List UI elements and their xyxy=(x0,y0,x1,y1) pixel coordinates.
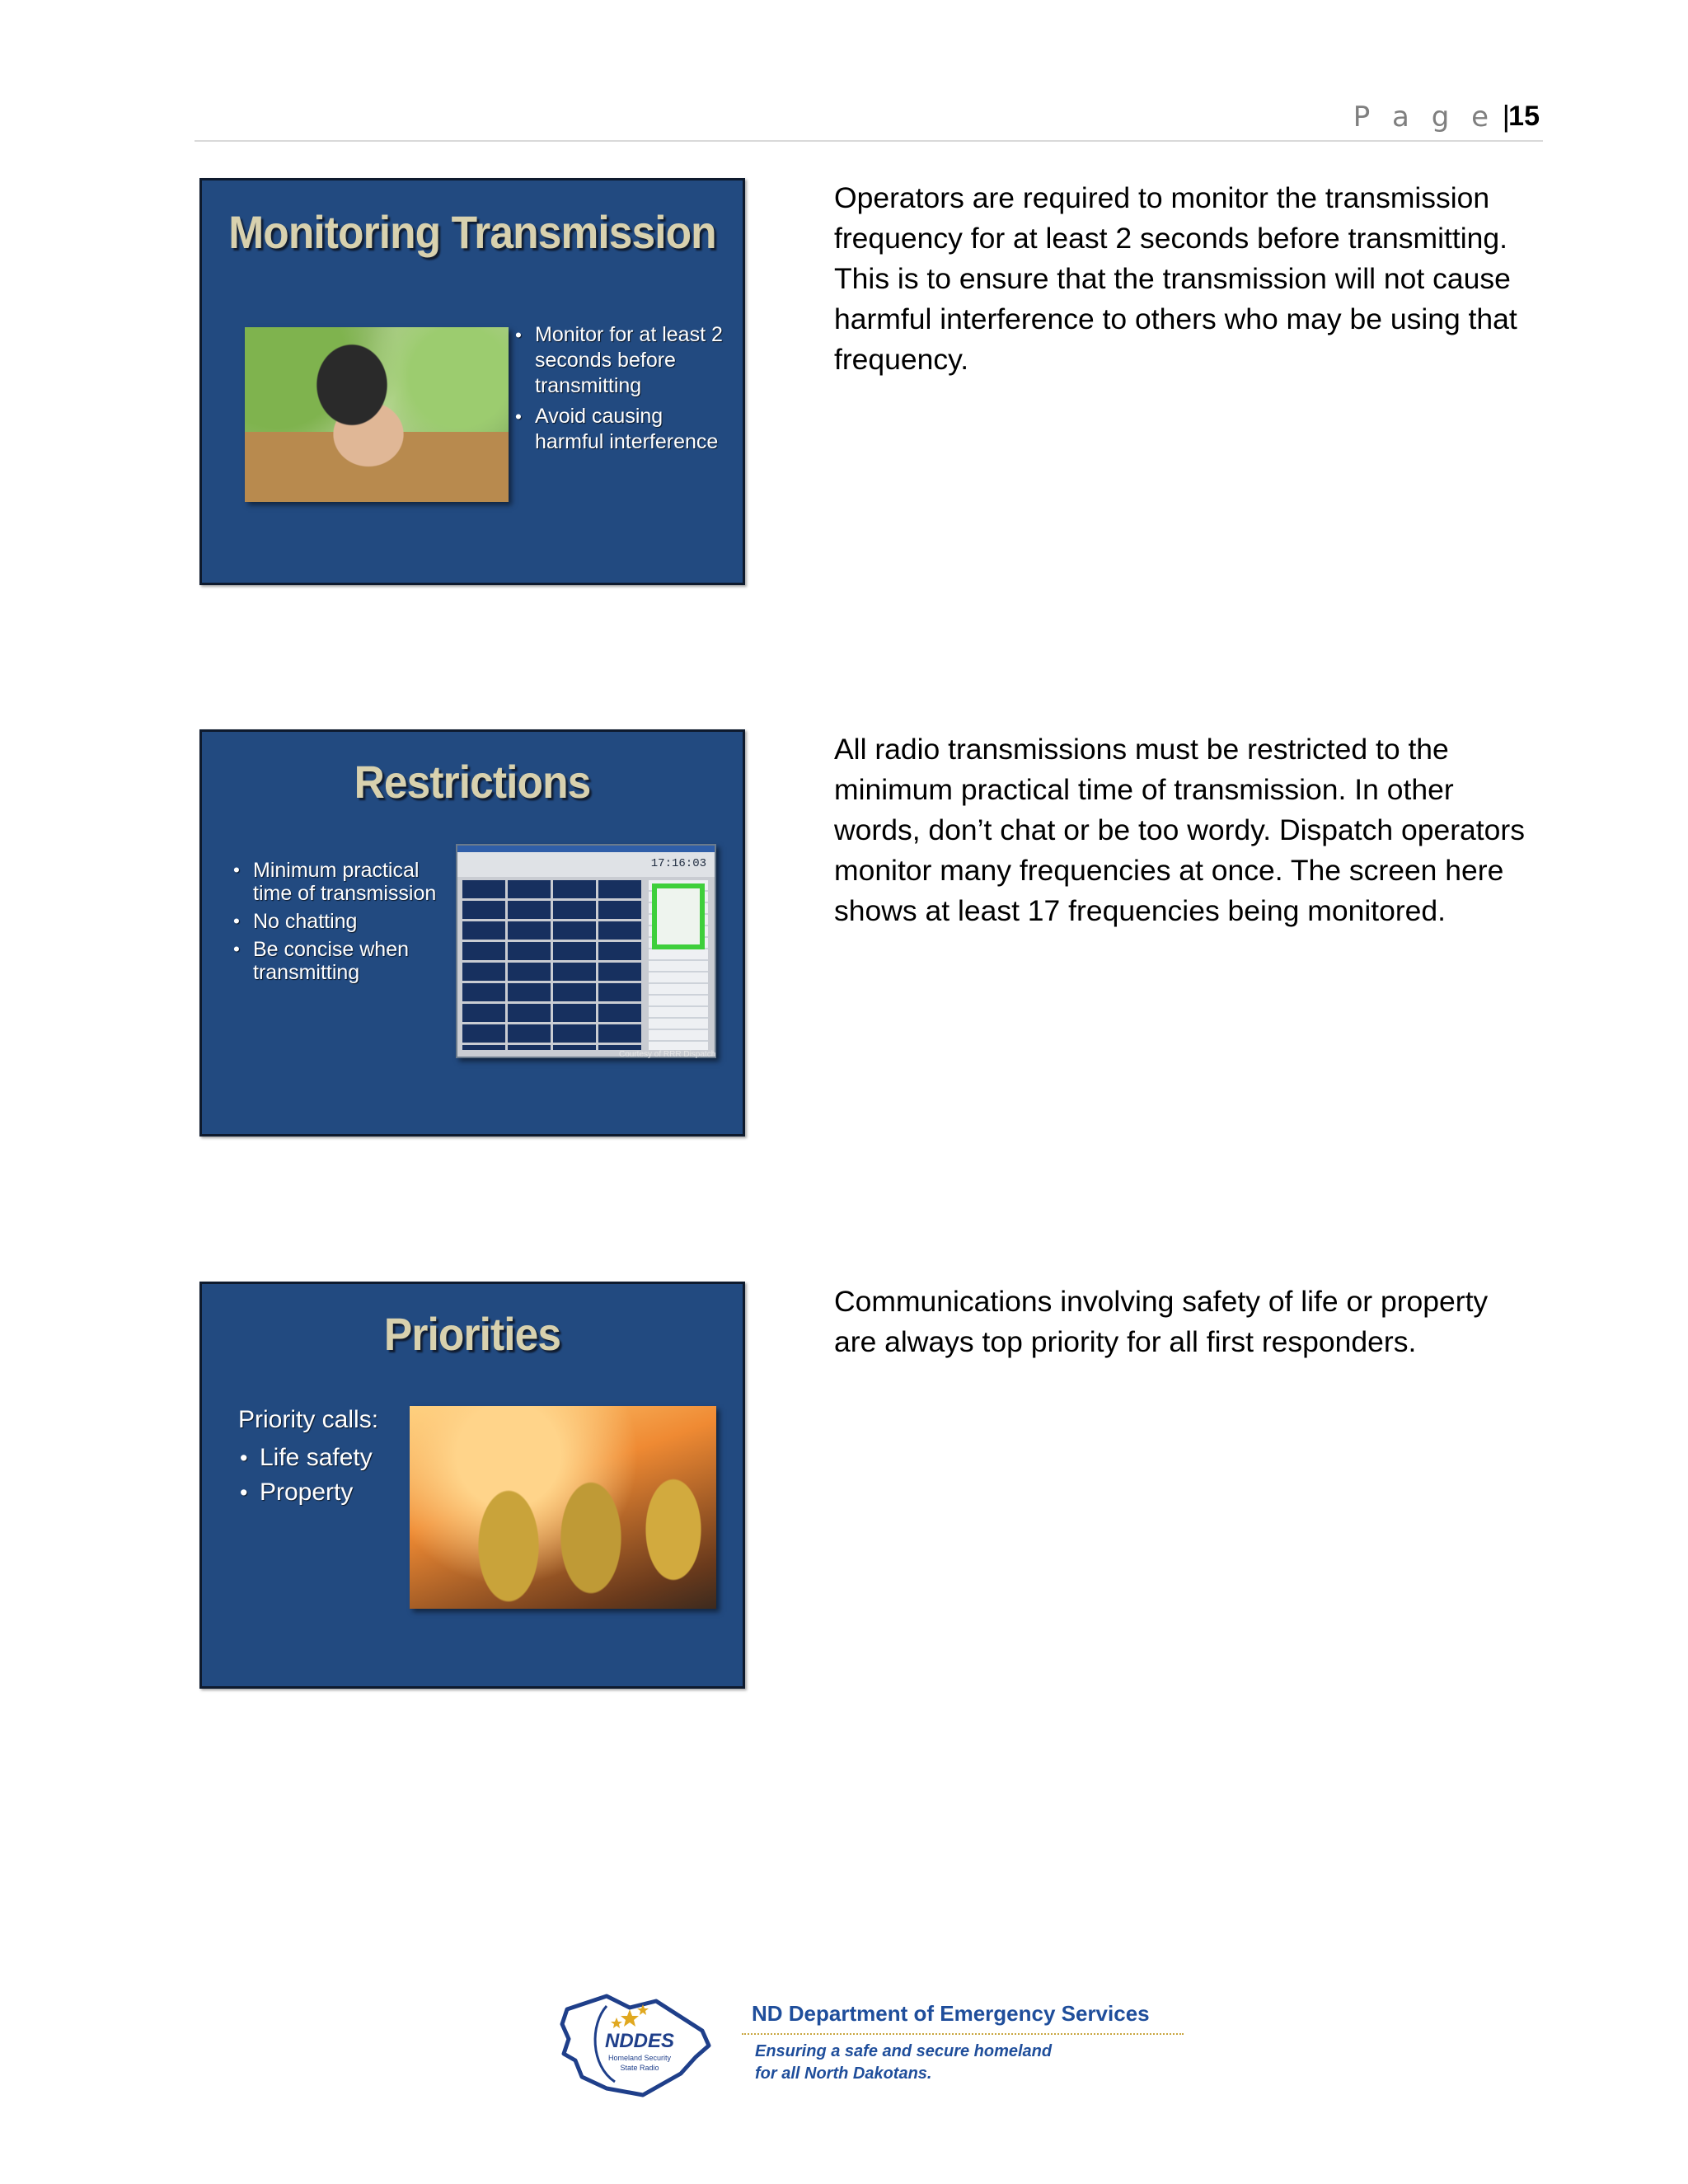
page-label: P a g e xyxy=(1353,101,1495,134)
console-clock: 17:16:03 xyxy=(650,857,706,870)
page-number: 15 xyxy=(1508,101,1540,132)
bullet-item: • No chatting xyxy=(232,910,446,933)
priority-heading: Priority calls: xyxy=(238,1406,379,1433)
page-separator: | xyxy=(1502,99,1510,133)
console-title-bar xyxy=(457,846,715,852)
slide-priorities xyxy=(199,1282,745,1689)
slide-2-description: All radio transmissions must be restricted to the minimum practical time of transmission. In other words, don’t chat or be too wordy. Dispatch operators monitor many frequencies at once. The screen here shows at least 17 frequencies being monitored. xyxy=(834,733,1525,927)
tagline-line: Ensuring a safe and secure homeland xyxy=(755,2042,1053,2060)
footer-tagline xyxy=(755,2041,1052,2085)
bullet-item: • Monitor for at least 2 seconds before transmitting xyxy=(513,322,736,399)
slide-1-description: Operators are required to monitor the transmission frequency for at least 2 seconds before transmitting. This is to ensure that the transmission will not cause harmful interference to others who may be using that frequency. xyxy=(834,181,1517,376)
slide-bullets xyxy=(238,1441,403,1510)
image-credit: Courtesy of RRR Dispatch xyxy=(619,1050,716,1059)
page-header xyxy=(195,97,1543,142)
footer-divider xyxy=(742,2033,1184,2035)
bullet-item: • Life safety xyxy=(238,1441,403,1475)
console-active-channel xyxy=(652,883,705,949)
slide-title: Priorities xyxy=(383,1308,561,1360)
slide-bullets xyxy=(232,859,446,989)
slide-bullets xyxy=(513,322,736,460)
logo-subtext: Homeland Security xyxy=(607,2054,672,2062)
nddes-logo xyxy=(557,1991,714,2100)
bullet-item: • Avoid causing harmful interference xyxy=(513,404,736,455)
slide-title: Monitoring Transmission xyxy=(228,206,716,258)
slide-restrictions xyxy=(199,729,745,1137)
bullet-item: • Property xyxy=(238,1475,403,1510)
logo-text: NDDES xyxy=(604,2030,675,2052)
bullet-item: • Be concise when transmitting xyxy=(232,938,446,984)
console-channel-grid xyxy=(462,880,644,1050)
dispatch-console-screenshot xyxy=(456,844,716,1058)
logo-subtext: State Radio xyxy=(620,2064,659,2072)
bullet-item: • Minimum practical time of transmission xyxy=(232,859,446,905)
slide-title: Restrictions xyxy=(354,756,591,808)
firefighters-fire-photo xyxy=(410,1406,716,1609)
firefighter-radio-photo xyxy=(245,327,509,502)
tagline-line: for all North Dakotans. xyxy=(755,2064,932,2083)
slide-monitoring-transmission xyxy=(199,178,745,585)
footer-organization: ND Department of Emergency Services xyxy=(752,2001,1150,2026)
slide-3-description: Communications involving safety of life or property are always top priority for all first responders. xyxy=(834,1285,1489,1358)
